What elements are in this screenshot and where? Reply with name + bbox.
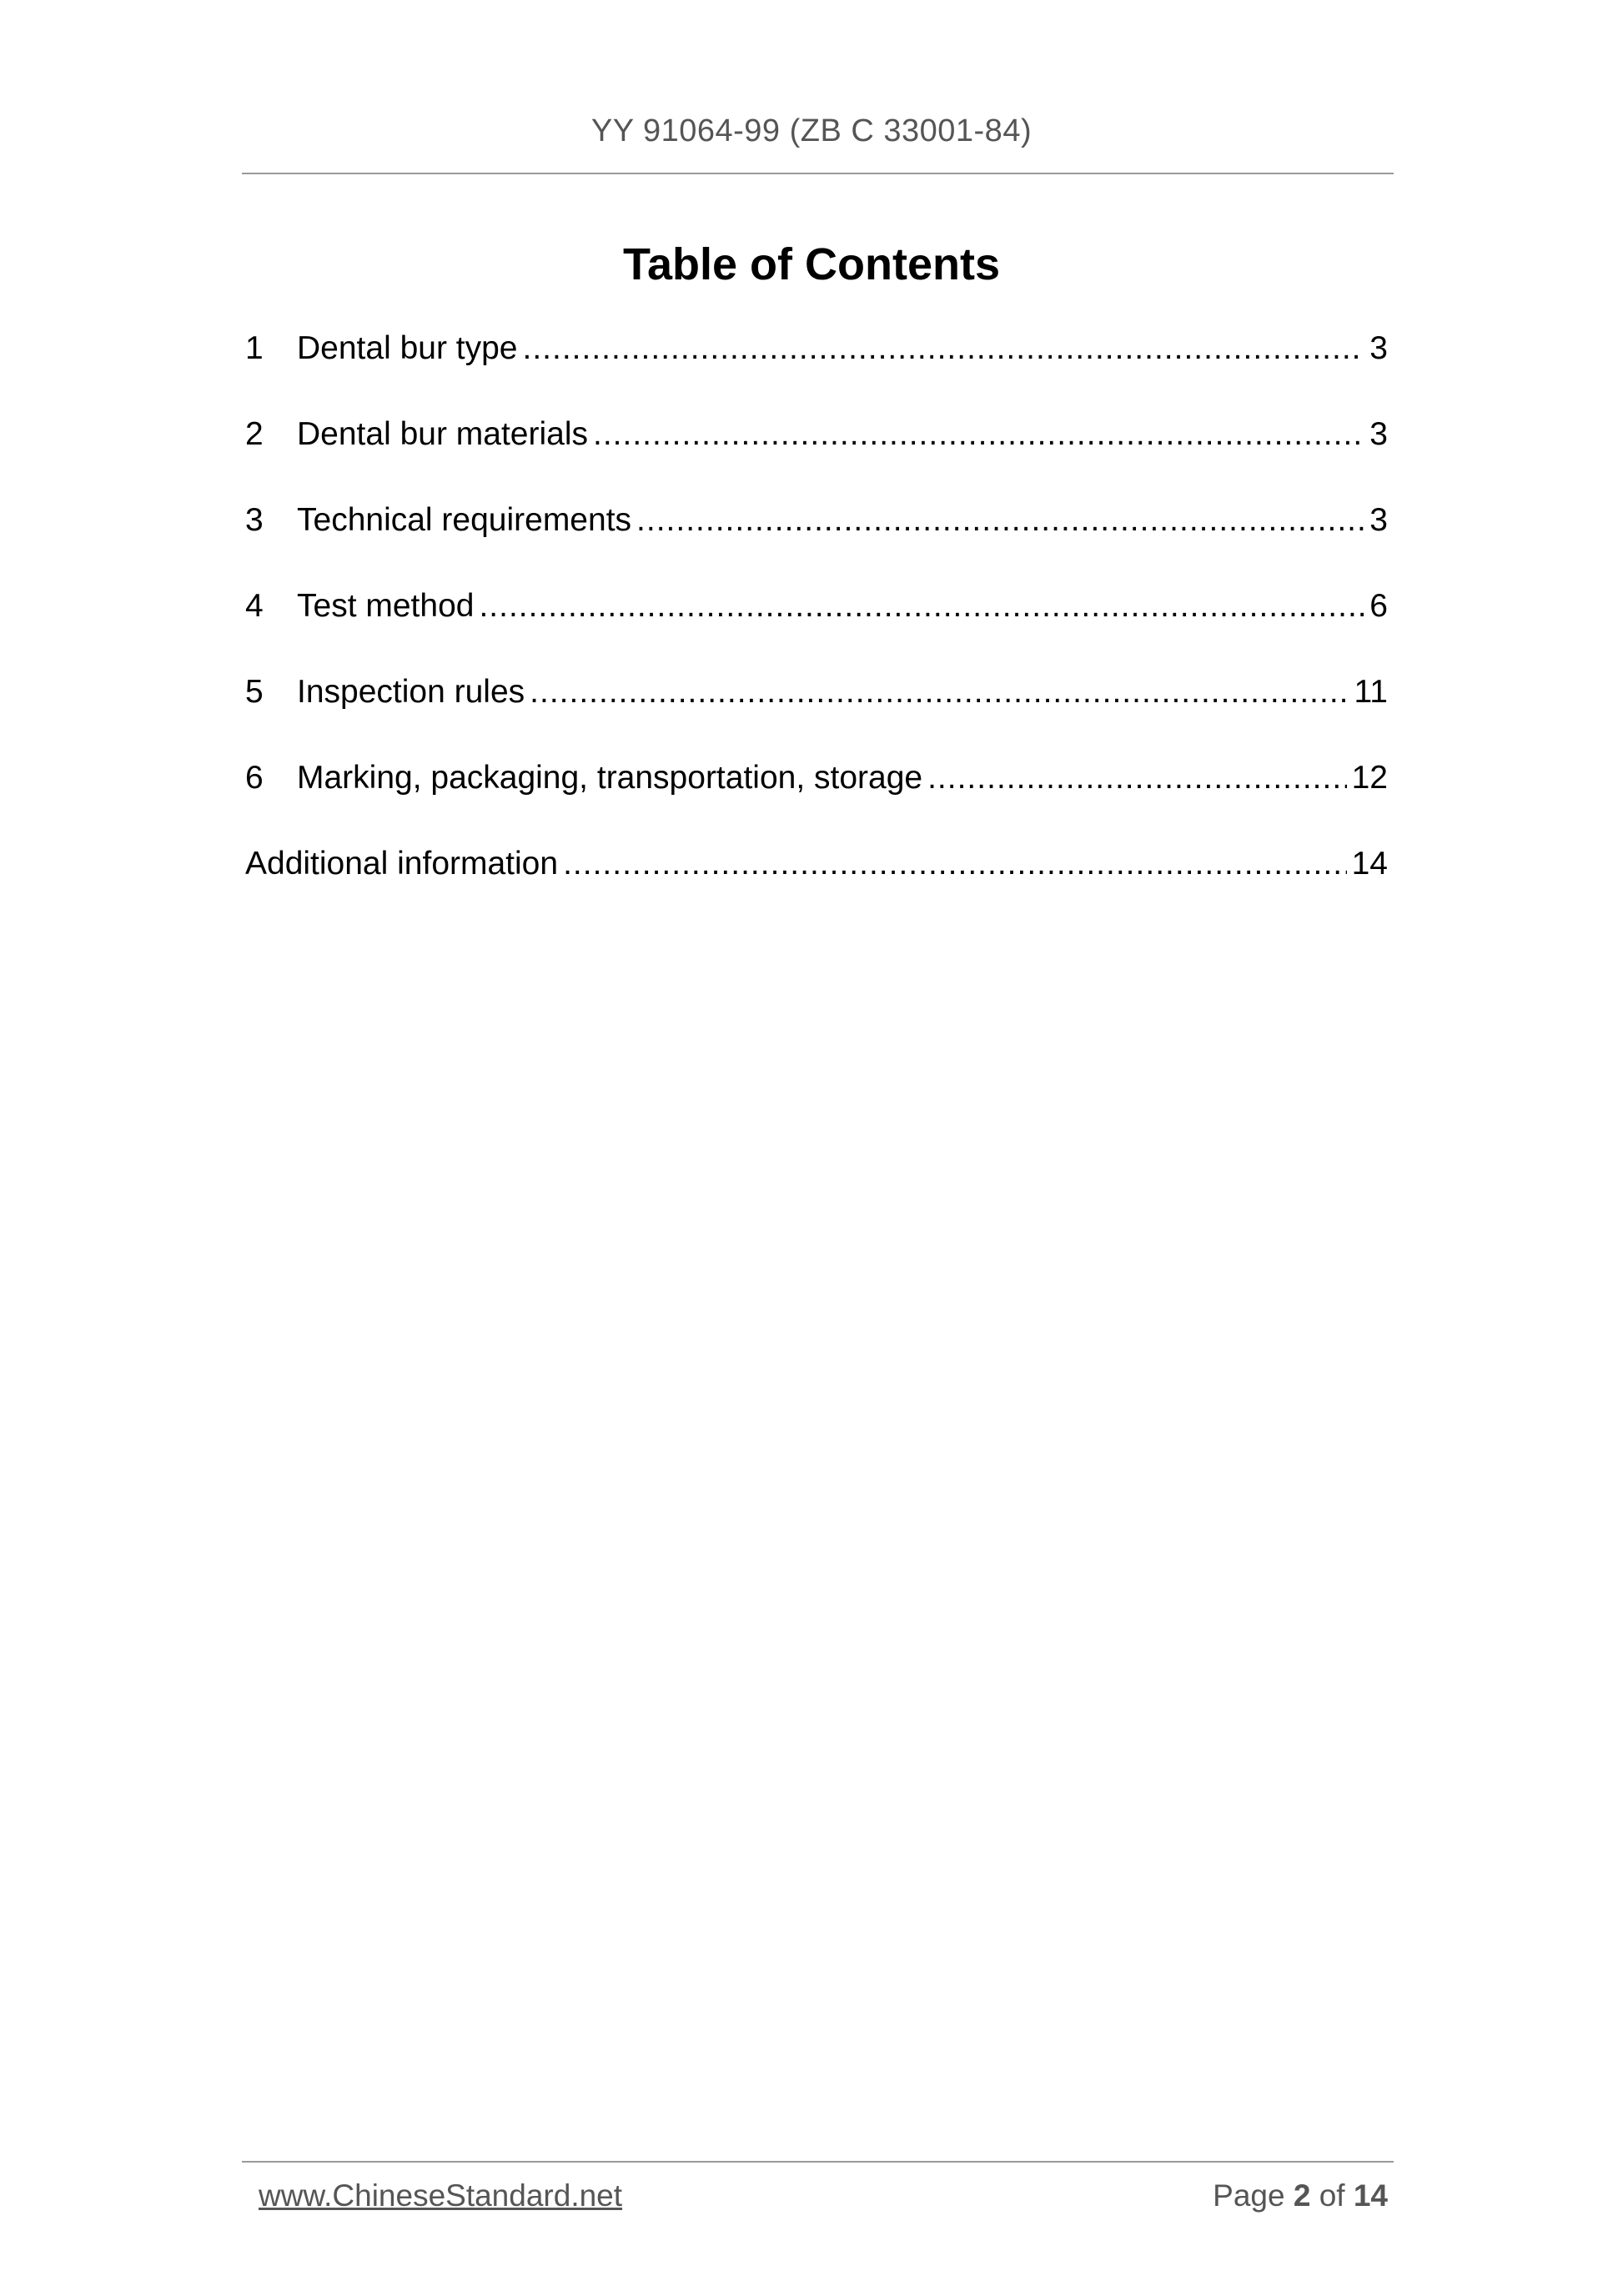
toc-entry-number: 2 [245,416,264,452]
footer-page-word: Page [1213,2178,1285,2213]
toc-dot-leader [563,846,1347,882]
toc-entry[interactable] [245,416,1388,502]
toc-entry-page: 3 [1369,502,1388,538]
toc-entry[interactable] [245,502,1388,588]
toc-list [245,330,1388,932]
footer-page-indicator [1213,2178,1388,2213]
toc-dot-leader [523,330,1365,367]
toc-dot-leader [636,502,1364,539]
header-doc-id: YY 91064-99 (ZB C 33001-84) [590,113,1033,148]
toc-entry-label: Technical requirements [297,502,632,538]
toc-entry-page: 12 [1351,760,1388,796]
toc-appendix-label: Additional information [245,846,559,882]
toc-entry-page: 6 [1369,588,1388,624]
header-rule [242,173,1394,174]
toc-appendix-page: 14 [1351,846,1388,882]
toc-entry[interactable] [245,674,1388,760]
toc-entry-number: 3 [245,502,264,538]
toc-entry-page: 11 [1354,674,1388,710]
toc-entry[interactable] [245,760,1388,846]
toc-entry-number: 1 [245,330,264,366]
toc-entry-page: 3 [1369,330,1388,366]
footer-page-total: 14 [1353,2178,1388,2213]
toc-dot-leader [593,416,1364,453]
toc-entry-label: Dental bur materials [297,416,588,452]
footer-of-word: of [1319,2178,1345,2213]
toc-title: Table of Contents [623,239,1000,289]
footer-page-current: 2 [1293,2178,1311,2213]
toc-dot-leader [927,760,1347,796]
toc-dot-leader [530,674,1349,711]
toc-appendix-entry[interactable] [245,846,1388,932]
toc-entry-page: 3 [1369,416,1388,452]
toc-entry-label: Dental bur type [297,330,518,366]
toc-entry-label: Marking, packaging, transportation, storage [297,760,923,796]
toc-entry-label: Test method [297,588,475,624]
toc-entry[interactable] [245,588,1388,674]
footer-rule [242,2161,1394,2163]
footer-website-link[interactable]: www.ChineseStandard.net [259,2178,623,2213]
toc-dot-leader [479,588,1364,625]
toc-entry-number: 5 [245,674,264,710]
toc-entry[interactable] [245,330,1388,416]
toc-entry-number: 6 [245,760,264,796]
toc-entry-number: 4 [245,588,264,624]
toc-entry-label: Inspection rules [297,674,525,710]
